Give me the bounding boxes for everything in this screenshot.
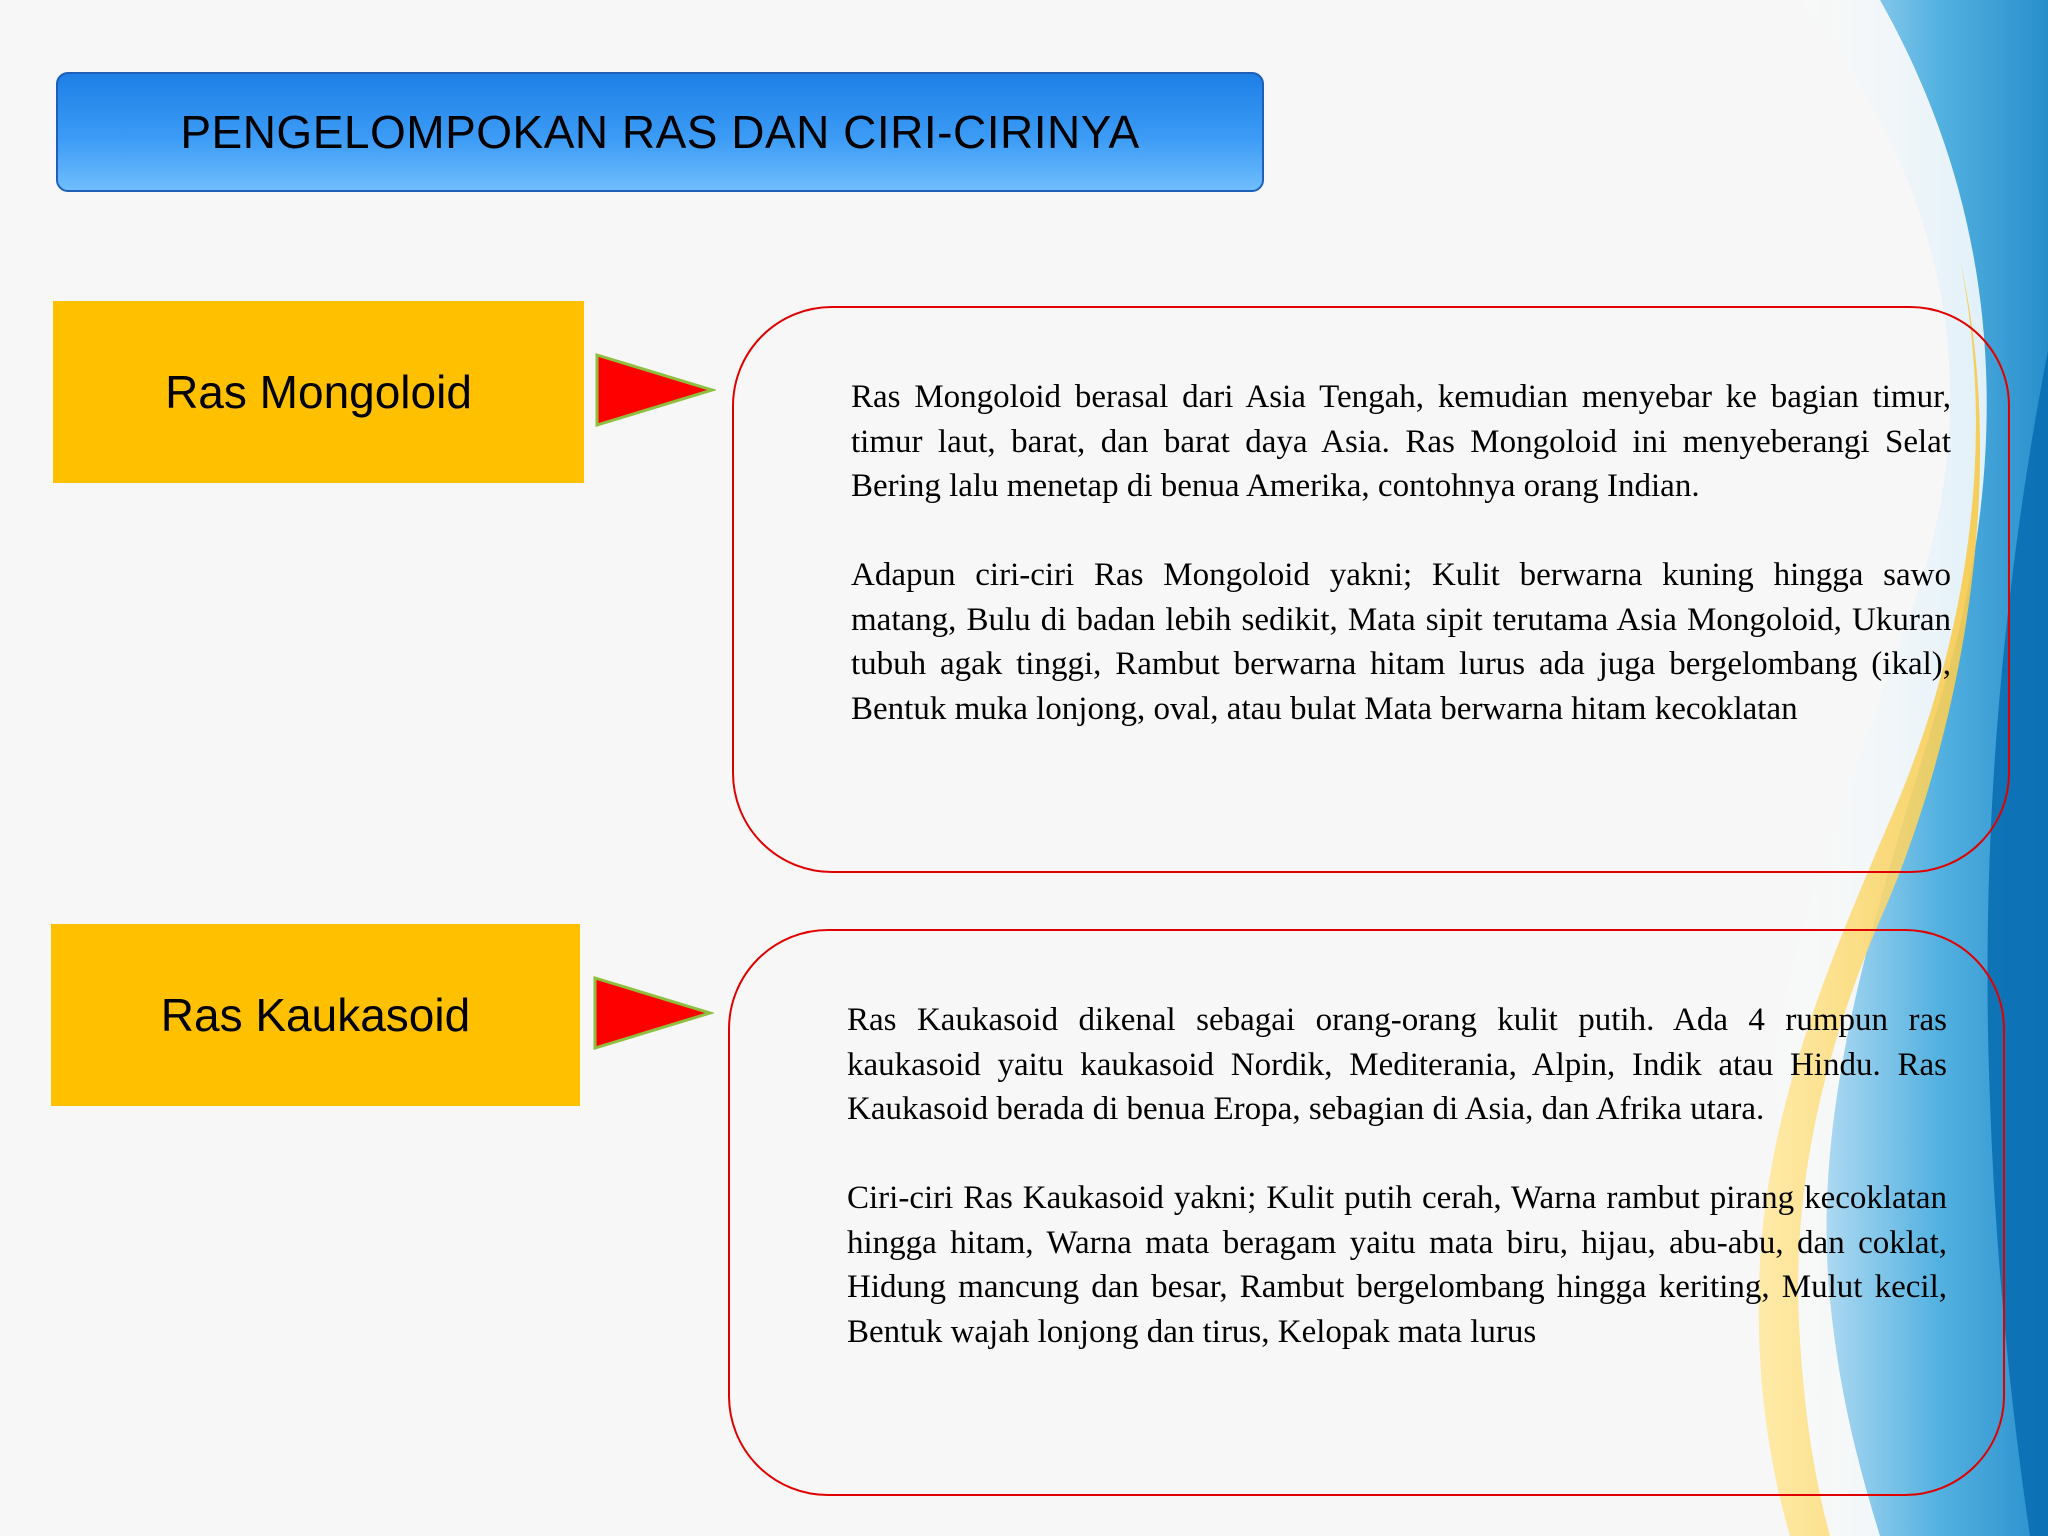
slide-title-bar [56,72,1264,192]
desc-text-mongoloid [851,375,1951,731]
desc-paragraph: Adapun ciri-ciri Ras Mongoloid yakni; Kulit berwarna kuning hingga sawo matang, Bulu di badan lebih sedikit, Mata sipit terutama Asia Mongoloid, Ukuran tubuh agak tinggi, Rambut berwarna hitam lurus ada juga bergelombang (ikal), Bentuk muka lonjong, oval, atau bulat Mata berwarna hitam kecoklatan [851,557,1951,727]
desc-paragraph: Ras Kaukasoid dikenal sebagai orang-orang kulit putih. Ada 4 rumpun ras kaukasoid yaitu kaukasoid Nordik, Mediterania, Alpin, Indik atau Hindu. Ras Kaukasoid berada di benua Eropa, sebagian di Asia, dan Afrika utara. [847,1002,1947,1127]
desc-paragraph: Ciri-ciri Ras Kaukasoid yakni; Kulit putih cerah, Warna rambut pirang kecoklatan hingga hitam, Warna mata beragam yaitu mata biru, hijau, abu-abu, dan coklat, Hidung mancung dan besar, Rambut bergelombang hingga keriting, Mulut kecil, Bentuk wajah lonjong dan tirus, Kelopak mata lurus [847,1180,1947,1350]
desc-paragraph: Ras Mongoloid berasal dari Asia Tengah, kemudian menyebar ke bagian timur, timur laut, barat, dan barat daya Asia. Ras Mongoloid ini menyeberangi Selat Bering lalu menetap di benua Amerika, contohnya orang Indian. [851,379,1951,504]
label-ras-kaukasoid-text: Ras Kaukasoid [160,989,471,1041]
label-ras-mongoloid-text: Ras Mongoloid [165,366,472,418]
label-ras-kaukasoid [51,924,580,1106]
label-ras-mongoloid [53,301,584,483]
arrow-right-icon [592,975,714,1051]
slide-title: PENGELOMPOKAN RAS DAN CIRI-CIRINYA [180,106,1140,158]
desc-text-kaukasoid [847,998,1947,1354]
arrow-right-icon [594,352,716,428]
